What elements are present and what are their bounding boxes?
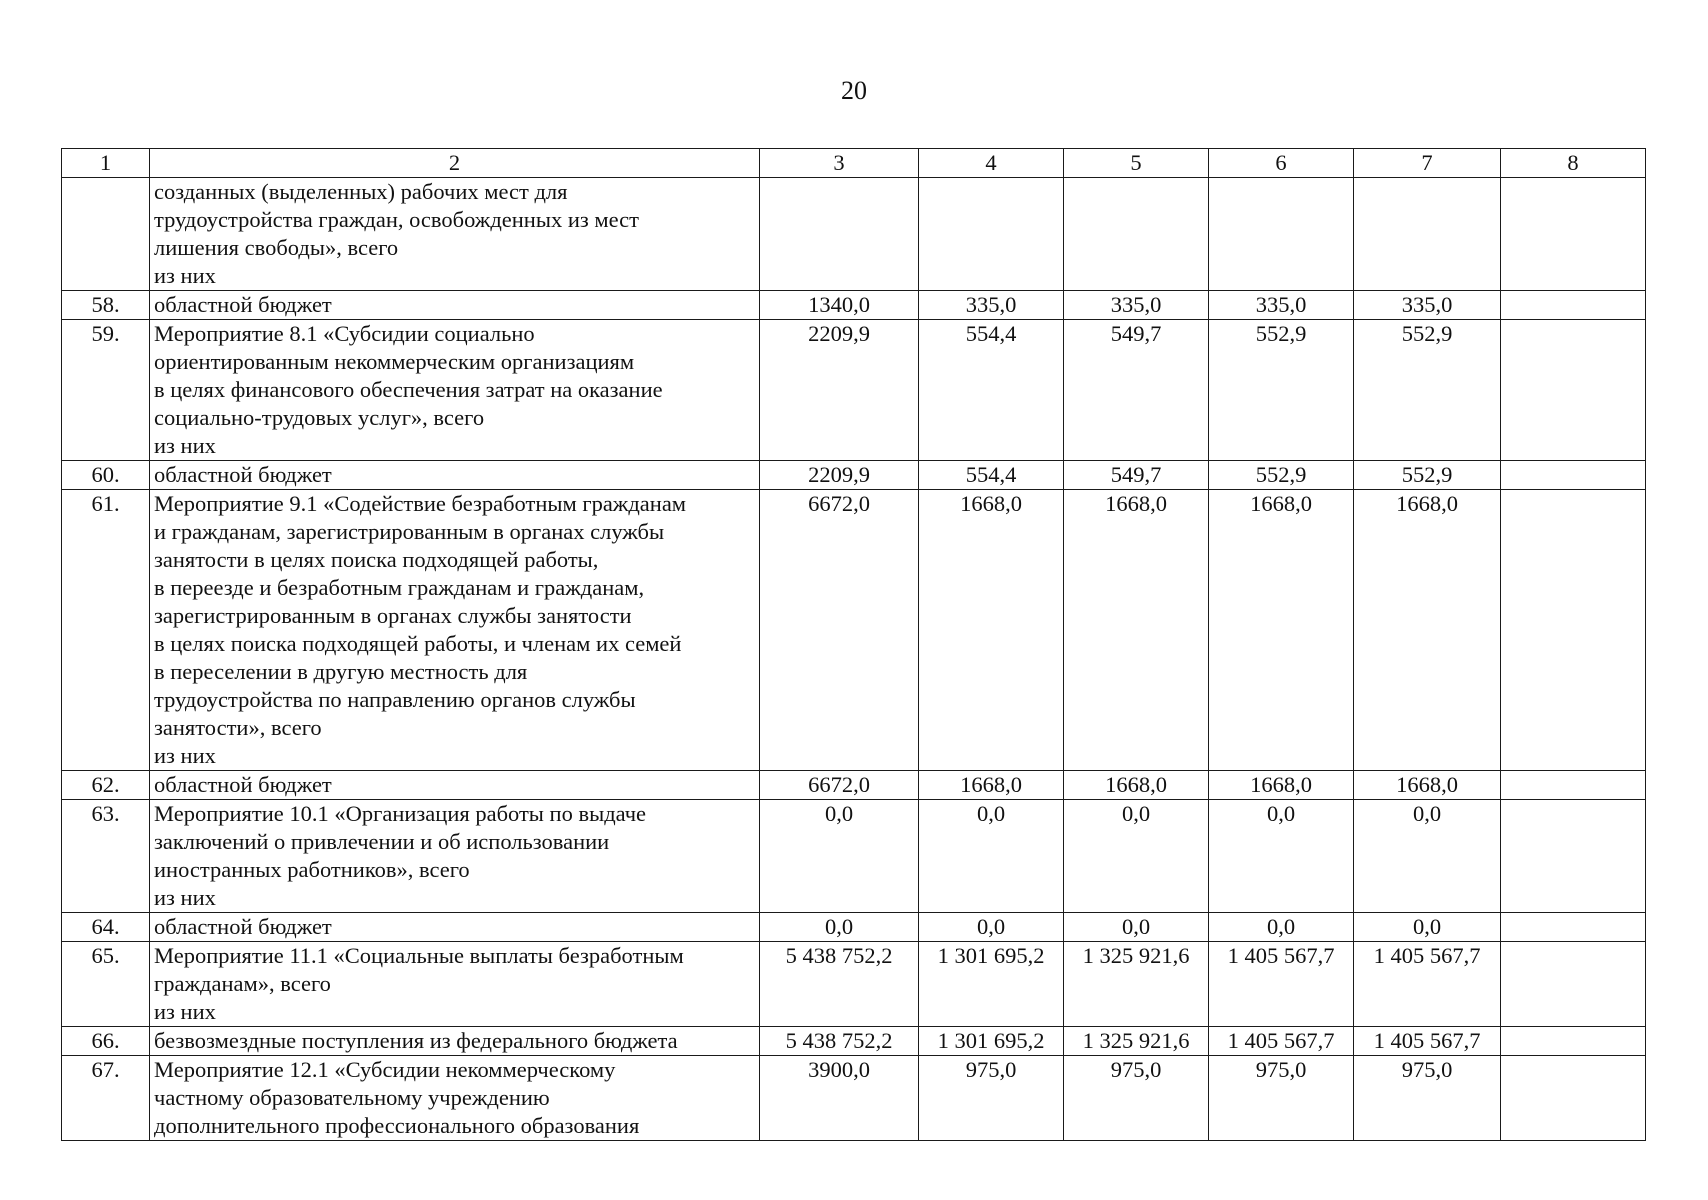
value-cell-col-7: 975,0 bbox=[1354, 1056, 1501, 1141]
table-row bbox=[62, 291, 1646, 320]
value-cell-col-8 bbox=[1501, 461, 1646, 490]
value-cell-col-3: 0,0 bbox=[760, 800, 919, 913]
value-cell-col-4 bbox=[919, 178, 1064, 291]
value-cell-col-3: 5 438 752,2 bbox=[760, 1027, 919, 1056]
value-cell-col-7 bbox=[1354, 178, 1501, 291]
value-cell-col-5: 549,7 bbox=[1064, 320, 1209, 461]
row-number-cell: 59. bbox=[62, 320, 150, 461]
value-cell-col-3: 6672,0 bbox=[760, 490, 919, 771]
value-cell-col-4: 0,0 bbox=[919, 913, 1064, 942]
value-cell-col-6: 0,0 bbox=[1209, 913, 1354, 942]
value-cell-col-6: 552,9 bbox=[1209, 461, 1354, 490]
table-row bbox=[62, 1056, 1646, 1141]
value-cell-col-5: 1668,0 bbox=[1064, 771, 1209, 800]
value-cell-col-6: 1668,0 bbox=[1209, 490, 1354, 771]
value-cell-col-3: 2209,9 bbox=[760, 461, 919, 490]
table-header bbox=[62, 149, 1646, 178]
value-cell-col-5: 1 325 921,6 bbox=[1064, 942, 1209, 1027]
value-cell-col-4: 1 301 695,2 bbox=[919, 942, 1064, 1027]
value-cell-col-8 bbox=[1501, 490, 1646, 771]
header-col-4: 4 bbox=[919, 149, 1064, 178]
page-number: 20 bbox=[841, 76, 867, 105]
table-row bbox=[62, 800, 1646, 913]
header-col-7: 7 bbox=[1354, 149, 1501, 178]
value-cell-col-7: 1668,0 bbox=[1354, 490, 1501, 771]
row-description-cell: Мероприятие 8.1 «Субсидии социально ориентированным некоммерческим организациям в целях финансового обеспечения затрат на оказание социально-трудовых услуг», всего из них bbox=[150, 320, 760, 461]
value-cell-col-5 bbox=[1064, 178, 1209, 291]
value-cell-col-4: 554,4 bbox=[919, 320, 1064, 461]
value-cell-col-8 bbox=[1501, 771, 1646, 800]
header-col-8: 8 bbox=[1501, 149, 1646, 178]
value-cell-col-8 bbox=[1501, 1056, 1646, 1141]
row-number-cell: 58. bbox=[62, 291, 150, 320]
value-cell-col-8 bbox=[1501, 291, 1646, 320]
table-row bbox=[62, 913, 1646, 942]
row-number-cell: 66. bbox=[62, 1027, 150, 1056]
value-cell-col-4: 1668,0 bbox=[919, 490, 1064, 771]
value-cell-col-3: 3900,0 bbox=[760, 1056, 919, 1141]
value-cell-col-6: 1 405 567,7 bbox=[1209, 942, 1354, 1027]
row-number-cell: 63. bbox=[62, 800, 150, 913]
table-row bbox=[62, 771, 1646, 800]
value-cell-col-3: 5 438 752,2 bbox=[760, 942, 919, 1027]
row-number-cell: 64. bbox=[62, 913, 150, 942]
row-description-cell: безвозмездные поступления из федерального бюджета bbox=[150, 1027, 760, 1056]
row-description-cell: областной бюджет bbox=[150, 771, 760, 800]
row-description-cell: областной бюджет bbox=[150, 291, 760, 320]
value-cell-col-3 bbox=[760, 178, 919, 291]
value-cell-col-6: 1668,0 bbox=[1209, 771, 1354, 800]
header-col-6: 6 bbox=[1209, 149, 1354, 178]
value-cell-col-4: 1 301 695,2 bbox=[919, 1027, 1064, 1056]
value-cell-col-5: 549,7 bbox=[1064, 461, 1209, 490]
row-number-cell: 65. bbox=[62, 942, 150, 1027]
value-cell-col-8 bbox=[1501, 178, 1646, 291]
table-row bbox=[62, 490, 1646, 771]
row-number-cell: 60. bbox=[62, 461, 150, 490]
value-cell-col-4: 975,0 bbox=[919, 1056, 1064, 1141]
row-description-cell: областной бюджет bbox=[150, 913, 760, 942]
table-row bbox=[62, 1027, 1646, 1056]
value-cell-col-5: 1 325 921,6 bbox=[1064, 1027, 1209, 1056]
value-cell-col-7: 552,9 bbox=[1354, 461, 1501, 490]
value-cell-col-5: 0,0 bbox=[1064, 913, 1209, 942]
value-cell-col-8 bbox=[1501, 942, 1646, 1027]
value-cell-col-7: 1668,0 bbox=[1354, 771, 1501, 800]
header-col-5: 5 bbox=[1064, 149, 1209, 178]
value-cell-col-3: 2209,9 bbox=[760, 320, 919, 461]
row-description-cell: Мероприятие 10.1 «Организация работы по выдаче заключений о привлечении и об использовании иностранных работников», всего из них bbox=[150, 800, 760, 913]
value-cell-col-4: 0,0 bbox=[919, 800, 1064, 913]
value-cell-col-8 bbox=[1501, 800, 1646, 913]
value-cell-col-6: 335,0 bbox=[1209, 291, 1354, 320]
value-cell-col-4: 335,0 bbox=[919, 291, 1064, 320]
value-cell-col-6: 1 405 567,7 bbox=[1209, 1027, 1354, 1056]
value-cell-col-5: 1668,0 bbox=[1064, 490, 1209, 771]
value-cell-col-5: 0,0 bbox=[1064, 800, 1209, 913]
value-cell-col-5: 975,0 bbox=[1064, 1056, 1209, 1141]
value-cell-col-7: 1 405 567,7 bbox=[1354, 1027, 1501, 1056]
row-number-cell: 62. bbox=[62, 771, 150, 800]
row-description-cell: Мероприятие 12.1 «Субсидии некоммерческому частному образовательному учреждению дополнительного профессионального образования bbox=[150, 1056, 760, 1141]
table-row bbox=[62, 942, 1646, 1027]
value-cell-col-8 bbox=[1501, 913, 1646, 942]
value-cell-col-7: 0,0 bbox=[1354, 800, 1501, 913]
value-cell-col-7: 0,0 bbox=[1354, 913, 1501, 942]
header-row bbox=[62, 149, 1646, 178]
value-cell-col-5: 335,0 bbox=[1064, 291, 1209, 320]
header-col-3: 3 bbox=[760, 149, 919, 178]
header-col-1: 1 bbox=[62, 149, 150, 178]
value-cell-col-6: 0,0 bbox=[1209, 800, 1354, 913]
value-cell-col-6: 975,0 bbox=[1209, 1056, 1354, 1141]
table-row bbox=[62, 178, 1646, 291]
row-description-cell: Мероприятие 11.1 «Социальные выплаты безработным гражданам», всего из них bbox=[150, 942, 760, 1027]
value-cell-col-3: 0,0 bbox=[760, 913, 919, 942]
value-cell-col-3: 6672,0 bbox=[760, 771, 919, 800]
table-body bbox=[62, 178, 1646, 1141]
table-row bbox=[62, 461, 1646, 490]
value-cell-col-7: 1 405 567,7 bbox=[1354, 942, 1501, 1027]
value-cell-col-7: 335,0 bbox=[1354, 291, 1501, 320]
value-cell-col-6 bbox=[1209, 178, 1354, 291]
value-cell-col-4: 554,4 bbox=[919, 461, 1064, 490]
value-cell-col-8 bbox=[1501, 320, 1646, 461]
row-description-cell: областной бюджет bbox=[150, 461, 760, 490]
value-cell-col-4: 1668,0 bbox=[919, 771, 1064, 800]
budget-table bbox=[61, 148, 1646, 1141]
value-cell-col-7: 552,9 bbox=[1354, 320, 1501, 461]
row-number-cell: 61. bbox=[62, 490, 150, 771]
row-description-cell: Мероприятие 9.1 «Содействие безработным гражданам и гражданам, зарегистрированным в органах службы занятости в целях поиска подходящей работы, в переезде и безработным гражданам и гражданам, зарегистрированным в органах службы занятости в целях поиска подходящей работы, и членам их семей в переселении в другую местность для трудоустройства по направлению органов службы занятости», всего из них bbox=[150, 490, 760, 771]
value-cell-col-3: 1340,0 bbox=[760, 291, 919, 320]
value-cell-col-6: 552,9 bbox=[1209, 320, 1354, 461]
header-col-2: 2 bbox=[150, 149, 760, 178]
row-description-cell: созданных (выделенных) рабочих мест для трудоустройства граждан, освобожденных из мест лишения свободы», всего из них bbox=[150, 178, 760, 291]
value-cell-col-8 bbox=[1501, 1027, 1646, 1056]
row-number-cell bbox=[62, 178, 150, 291]
table-row bbox=[62, 320, 1646, 461]
row-number-cell: 67. bbox=[62, 1056, 150, 1141]
